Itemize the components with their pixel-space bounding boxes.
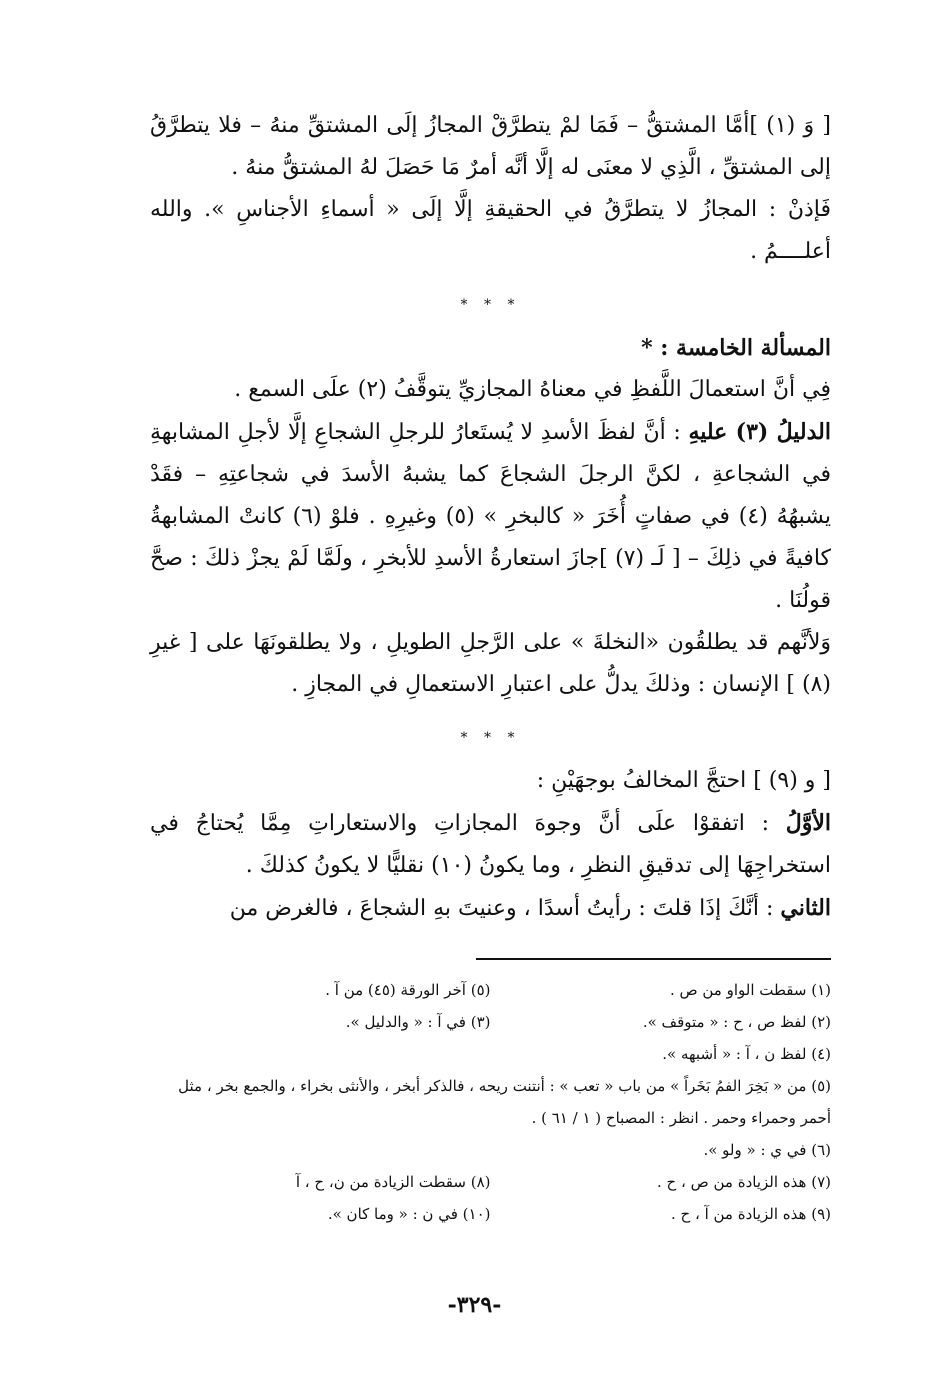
- footnotes: [150, 974, 831, 1230]
- footnote: (٢) لفظ ص ، ح : « متوقف ».: [642, 1013, 831, 1031]
- footnote: (٣) في آ : « والدليل ».: [345, 1013, 491, 1031]
- paragraph: وَلأنَّهم قد يطلقُون «النخلةَ » على الرَّجلِ الطويلِ ، ولا يطلقونَهَا على [ غيرِ (٨) ] الإنسان : وذلكَ يدلُّ على اعتبارِ الاستعمالِ في المجازِ .: [150, 630, 831, 697]
- paragraph: فِي أنَّ استعمالَ اللَّفظِ في معناهُ المجازيِّ يتوقَّفُ (٢) علَى السمع .: [234, 377, 831, 402]
- paragraph-text: : اتفقوْا علَى أنَّ وجوهَ المجازاتِ والاستعاراتِ مِمَّا يُحتاجُ في استخراجِهَا إلى تدقيقِ النظرِ ، وما يكونُ (١٠) نقليًّا لا يكونُ كذلكَ .: [150, 811, 831, 878]
- footnote: (٥) من « بَخِرَ الفمُ بَخَراً » من باب « تعب » : أنتنت ريحه ، فالذكر أبخر ، والأنثى بخراء ، والجمع بخر ، مثل أحمر وحمراء وحمر . انظر : المصباح ( ١ / ٦١ ) .: [178, 1077, 831, 1127]
- footnote: (١) سقطت الواو من ص .: [669, 981, 831, 999]
- main-text: [150, 105, 831, 930]
- paragraph-lead: الدليلُ (٣) عليهِ: [688, 419, 831, 445]
- footnote: (٧) هذه الزيادة من ص ، ح .: [657, 1173, 831, 1191]
- page-number: -٣٢٩-: [447, 1292, 502, 1318]
- paragraph-text: : أنَّكَ إذَا قلتَ : رأيتُ أسدًا ، وعنيتَ بهِ الشجاعَ ، فالغرض من: [229, 896, 781, 921]
- paragraph: [150, 887, 831, 930]
- footnote: (٨) سقطت الزيادة من ن، ح ، آ: [295, 1173, 491, 1191]
- paragraph-text: : أنَّ لفظَ الأسدِ لا يُستَعارُ للرجلِ الشجاعِ إلَّا لأجلِ المشابهةِ في الشجاعةِ ، لكنَّ الرجلَ الشجاعَ كما يشبهُ الأسدَ في شجاعتِهِ – فقَدْ يشبهُهُ (٤) في صفاتٍ أُخَرَ « كالبخرِ » (٥) وغيرِهِ . فلوْ (٦) كانتْ المشابهةُ كافيةً في ذلِكَ – [ لَـ (٧) ]جازَ استعارةُ الأسدِ للأبخرِ ، ولَمَّا لَمْ يجزْ ذلكَ : صحَّ قولُنَا .: [150, 420, 831, 613]
- footnote: (٦) في ي : « ولو ».: [703, 1141, 831, 1159]
- paragraph: [150, 802, 831, 887]
- footnote-divider: [476, 958, 831, 960]
- section-separator: * * *: [460, 297, 521, 313]
- paragraph: [150, 411, 831, 622]
- paragraph-lead: الأوَّلُ: [785, 810, 831, 836]
- footnote: (٩) هذه الزيادة من آ ، ح .: [670, 1205, 831, 1223]
- section-heading: المسألة الخامسة : *: [641, 335, 831, 361]
- paragraph: فَإذنْ : المجازُ لا يتطرَّقُ في الحقيقةِ إلَّا إلَى « أسماءِ الأجناسِ ». والله أعلــــمُ .: [150, 197, 831, 264]
- section-separator: * * *: [460, 730, 521, 746]
- footnote: (٥) آخر الورقة (٤٥) من آ .: [325, 981, 491, 999]
- paragraph: [ وَ (١) ]أمَّا المشتقُّ – فَمَا لمْ يتطرَّقْ المجازُ إلَى المشتقِّ منهُ – فلا يتطرَّقُ إلى المشتقِّ ، الَّذِي لا معنَى له إلَّا أنَّه أمرٌ مَا حَصَلَ لهُ المشتقُّ منهُ .: [150, 113, 831, 180]
- footnote: (٤) لفظ ن ، آ : « أشبهه ».: [662, 1045, 831, 1063]
- paragraph: [ و (٩) ] احتجَّ المخالفُ بوجهَيْنِ :: [536, 768, 831, 793]
- paragraph-lead: الثاني: [780, 895, 831, 921]
- footnote: (١٠) في ن : « وما كان ».: [327, 1205, 491, 1223]
